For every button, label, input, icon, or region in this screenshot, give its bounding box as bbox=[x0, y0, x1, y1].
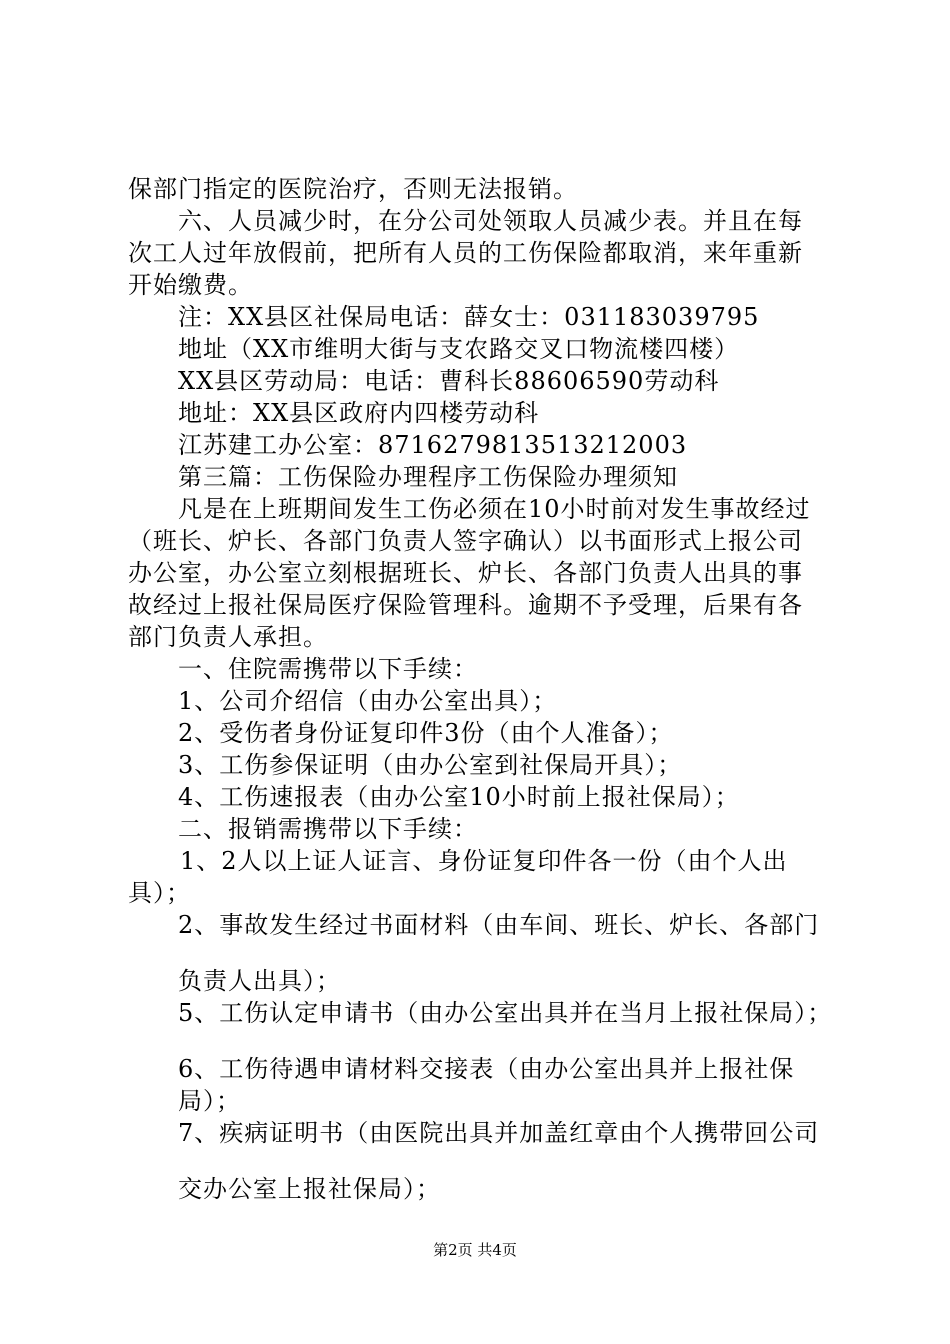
list-item: 交办公室上报社保局）； bbox=[178, 1175, 441, 1203]
list-item: 局）； bbox=[178, 1087, 241, 1115]
text-line: XX县区劳动局：电话：曹科长88606590劳动科 bbox=[178, 367, 720, 395]
text-line: 注：XX县区社保局电话：薛女士：031183039795 bbox=[178, 303, 760, 331]
list-item: 3、工伤参保证明（由办公室到社保局开具）； bbox=[178, 751, 683, 779]
text-line: （班长、炉长、各部门负责人签字确认）以书面形式上报公司 bbox=[128, 527, 803, 555]
text-line: 开始缴费。 bbox=[128, 271, 253, 299]
list-item: 1、公司介绍信（由办公室出具）； bbox=[178, 687, 558, 715]
list-item: 2、受伤者身份证复印件3份（由个人准备）； bbox=[178, 719, 674, 747]
page-number: 第2页 共4页 bbox=[433, 1241, 517, 1259]
list-item: 6、工伤待遇申请材料交接表（由办公室出具并上报社保 bbox=[178, 1055, 795, 1083]
list-heading: 一、住院需携带以下手续： bbox=[178, 655, 478, 683]
list-item: 1、2人以上证人证言、身份证复印件各一份（由个人出 bbox=[180, 847, 788, 875]
section-heading: 第三篇：工伤保险办理程序工伤保险办理须知 bbox=[178, 463, 678, 491]
list-heading: 二、报销需携带以下手续： bbox=[178, 815, 478, 843]
text-line: 办公室，办公室立刻根据班长、炉长、各部门负责人出具的事 bbox=[128, 559, 803, 587]
text-line: 次工人过年放假前，把所有人员的工伤保险都取消，来年重新 bbox=[128, 239, 803, 267]
list-item: 2、事故发生经过书面材料（由车间、班长、炉长、各部门 bbox=[178, 911, 820, 939]
list-item: 7、疾病证明书（由医院出具并加盖红章由个人携带回公司 bbox=[178, 1119, 820, 1147]
text-line: 地址（XX市维明大街与支农路交叉口物流楼四楼） bbox=[178, 335, 740, 363]
list-item: 5、工伤认定申请书（由办公室出具并在当月上报社保局）； bbox=[178, 999, 833, 1027]
text-line: 保部门指定的医院治疗，否则无法报销。 bbox=[128, 175, 578, 203]
text-line: 地址：XX县区政府内四楼劳动科 bbox=[178, 399, 540, 427]
list-item: 4、工伤速报表（由办公室10小时前上报社保局）； bbox=[178, 783, 740, 811]
text-line: 部门负责人承担。 bbox=[128, 623, 328, 651]
text-line: 凡是在上班期间发生工伤必须在10小时前对发生事故经过 bbox=[178, 495, 811, 523]
list-item: 具）； bbox=[128, 879, 191, 907]
text-line: 故经过上报社保局医疗保险管理科。逾期不予受理，后果有各 bbox=[128, 591, 803, 619]
list-item: 负责人出具）； bbox=[178, 967, 341, 995]
text-line: 六、人员减少时，在分公司处领取人员减少表。并且在每 bbox=[178, 207, 803, 235]
text-line: 江苏建工办公室：8716279813513212003 bbox=[178, 431, 688, 459]
